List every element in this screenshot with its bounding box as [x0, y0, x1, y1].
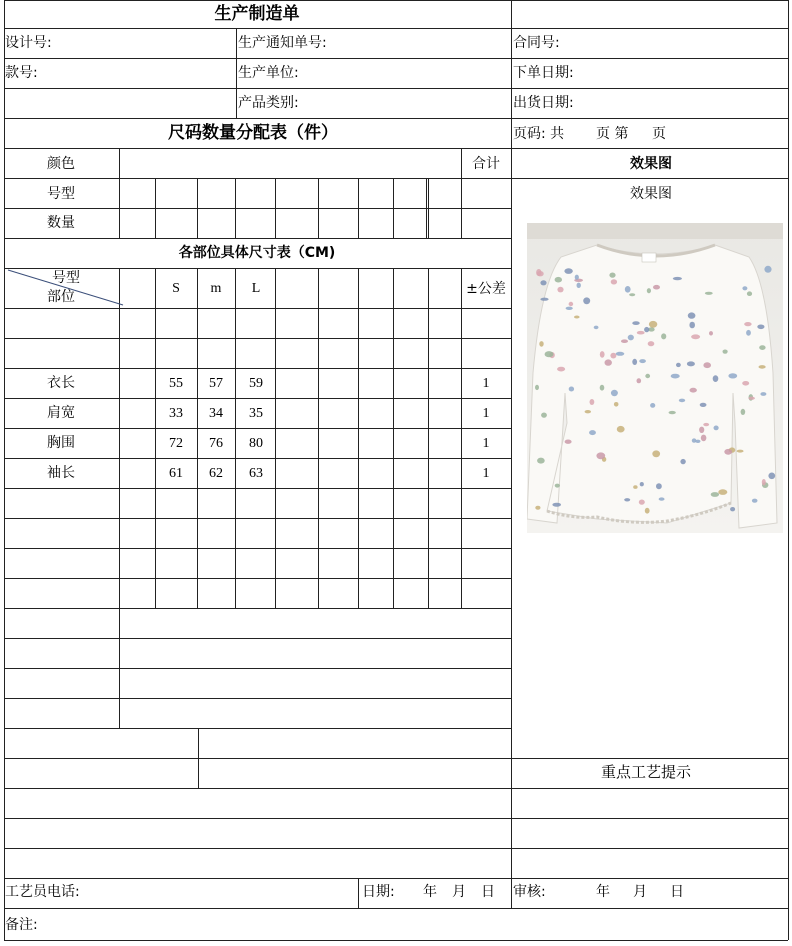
- size-value: 76: [209, 436, 223, 451]
- floral-print-dot: [679, 399, 685, 403]
- tolerance-value: 1: [482, 406, 490, 421]
- floral-print-dot: [699, 427, 704, 433]
- size-value: 57: [209, 376, 223, 391]
- floral-print-dot: [611, 279, 617, 284]
- floral-print-dot: [645, 508, 650, 514]
- floral-print-dot: [689, 322, 695, 329]
- floral-print-dot: [714, 426, 719, 431]
- size-header-s: S: [172, 281, 180, 296]
- floral-print-dot: [637, 331, 645, 335]
- technician-phone-label: 工艺员电话:: [5, 884, 80, 900]
- floral-print-dot: [688, 312, 696, 318]
- floral-print-dot: [557, 367, 565, 372]
- floral-print-dot: [692, 438, 697, 442]
- floral-print-dot: [671, 374, 680, 379]
- floral-print-dot: [661, 333, 666, 339]
- floral-print-dot: [617, 426, 625, 433]
- floral-print-dot: [700, 403, 707, 407]
- size-value: 33: [169, 406, 183, 421]
- ship-date-label: 出货日期:: [513, 95, 574, 111]
- qty-table-title: 尺码数量分配表（件）: [168, 123, 338, 143]
- floral-print-dot: [747, 291, 752, 296]
- size-header-m: m: [210, 281, 222, 296]
- floral-print-dot: [703, 423, 709, 426]
- floral-print-dot: [625, 286, 631, 293]
- sheet-title: 生产制造单: [214, 4, 300, 24]
- floral-print-dot: [742, 286, 747, 290]
- floral-print-dot: [555, 484, 560, 488]
- floral-print-dot: [656, 483, 662, 489]
- floral-print-dot: [611, 390, 618, 396]
- floral-print-dot: [540, 298, 548, 301]
- floral-print-dot: [759, 345, 765, 350]
- size-value: 55: [169, 376, 183, 391]
- floral-print-dot: [768, 473, 775, 480]
- category-label: 产品类别:: [238, 95, 299, 111]
- size-value: 61: [169, 466, 183, 481]
- review-day: 日: [670, 884, 684, 900]
- floral-print-dot: [594, 326, 599, 330]
- floral-print-dot: [639, 359, 646, 363]
- review-label: 审核:: [513, 884, 546, 900]
- floral-print-dot: [728, 373, 737, 378]
- floral-print-dot: [541, 413, 547, 418]
- floral-print-dot: [741, 409, 746, 415]
- floral-print-dot: [637, 378, 642, 383]
- floral-print-dot: [537, 458, 545, 464]
- floral-print-dot: [676, 363, 681, 367]
- size-value: 72: [169, 436, 183, 451]
- floral-print-dot: [705, 292, 713, 295]
- floral-print-dot: [629, 293, 635, 296]
- floral-print-dot: [759, 365, 766, 369]
- floral-print-dot: [669, 411, 676, 414]
- date-month: 月: [452, 884, 466, 900]
- floral-print-dot: [557, 287, 563, 293]
- floral-print-dot: [610, 353, 616, 359]
- style-no-label: 款号:: [5, 65, 38, 81]
- page-mid-label: 页 第: [596, 126, 629, 142]
- floral-print-dot: [589, 430, 596, 435]
- floral-print-dot: [744, 322, 751, 326]
- floral-print-dot: [565, 440, 572, 444]
- production-unit-label: 生产单位:: [238, 65, 299, 81]
- floral-print-dot: [673, 277, 682, 280]
- floral-print-dot: [760, 392, 766, 396]
- floral-print-dot: [633, 485, 637, 489]
- floral-print-dot: [569, 387, 574, 392]
- floral-print-dot: [540, 280, 546, 285]
- diag-part-label: 部位: [47, 289, 75, 305]
- tolerance-value: 1: [482, 376, 490, 391]
- floral-print-dot: [648, 341, 655, 346]
- floral-print-dot: [632, 359, 637, 365]
- review-month: 月: [633, 884, 647, 900]
- page-end-label: 页: [652, 126, 666, 142]
- floral-print-dot: [552, 503, 561, 507]
- floral-print-dot: [644, 327, 649, 332]
- review-year: 年: [596, 884, 610, 900]
- floral-print-dot: [709, 331, 713, 335]
- total-label: 合计: [472, 156, 500, 172]
- floral-print-dot: [764, 266, 771, 273]
- floral-print-dot: [577, 283, 581, 288]
- floral-print-dot: [749, 397, 755, 400]
- floral-print-dot: [742, 381, 749, 386]
- floral-print-dot: [605, 359, 612, 365]
- part-label: 胸围: [47, 435, 75, 451]
- floral-print-dot: [535, 385, 539, 390]
- size-value: 35: [249, 406, 263, 421]
- date-year: 年: [423, 884, 437, 900]
- size-table-title: 各部位具体尺寸表（CM): [178, 245, 336, 261]
- floral-print-dot: [713, 375, 719, 382]
- floral-print-dot: [647, 288, 651, 293]
- size-value: 63: [249, 466, 263, 481]
- size-label: 号型: [47, 186, 75, 202]
- floral-print-dot: [616, 352, 625, 356]
- qty-label: 数量: [47, 215, 75, 231]
- floral-print-dot: [575, 275, 579, 280]
- floral-print-dot: [569, 302, 574, 306]
- floral-print-dot: [680, 459, 685, 464]
- size-value: 62: [209, 466, 223, 481]
- floral-print-dot: [730, 507, 735, 511]
- floral-print-dot: [691, 334, 700, 339]
- floral-print-dot: [659, 497, 665, 500]
- floral-print-dot: [724, 449, 732, 455]
- floral-print-dot: [639, 500, 645, 505]
- date-label: 日期:: [362, 884, 395, 900]
- floral-print-dot: [711, 492, 719, 497]
- floral-print-dot: [590, 399, 595, 405]
- floral-print-dot: [535, 506, 540, 510]
- page-label: 页码: 共: [513, 126, 565, 142]
- floral-print-dot: [752, 499, 758, 503]
- floral-print-dot: [624, 498, 630, 501]
- floral-print-dot: [555, 277, 562, 283]
- product-photo: [527, 223, 783, 533]
- floral-print-dot: [596, 452, 605, 459]
- tolerance-value: 1: [482, 466, 490, 481]
- part-label: 衣长: [47, 375, 75, 391]
- floral-print-dot: [609, 273, 615, 278]
- floral-print-dot: [566, 307, 573, 310]
- floral-print-dot: [737, 450, 744, 453]
- contract-no-label: 合同号:: [513, 35, 560, 51]
- floral-print-dot: [600, 385, 605, 391]
- diag-size-label: 号型: [52, 270, 80, 286]
- part-label: 肩宽: [47, 405, 75, 421]
- floral-print-dot: [649, 321, 657, 328]
- floral-print-dot: [621, 339, 628, 343]
- floral-print-dot: [574, 316, 580, 319]
- order-date-label: 下单日期:: [513, 65, 574, 81]
- floral-print-dot: [653, 285, 660, 290]
- floral-print-dot: [564, 268, 572, 274]
- size-value: 59: [249, 376, 263, 391]
- floral-print-dot: [628, 335, 634, 341]
- date-day: 日: [481, 884, 495, 900]
- floral-print-dot: [545, 351, 554, 357]
- floral-print-dot: [687, 361, 695, 366]
- floral-print-dot: [703, 362, 711, 368]
- floral-print-dot: [762, 479, 766, 485]
- size-header-l: L: [251, 281, 261, 296]
- key-process-label: 重点工艺提示: [600, 763, 692, 781]
- floral-print-dot: [632, 321, 639, 325]
- tolerance-label: ±公差: [466, 281, 506, 297]
- floral-print-dot: [585, 410, 591, 413]
- floral-print-dot: [645, 374, 650, 378]
- floral-print-dot: [650, 403, 655, 408]
- floral-print-dot: [718, 489, 727, 495]
- effect-header: 效果图: [630, 156, 672, 172]
- floral-print-dot: [539, 341, 543, 347]
- part-label: 袖长: [47, 465, 75, 481]
- floral-print-dot: [746, 330, 751, 336]
- floral-print-dot: [723, 350, 728, 354]
- color-label: 颜色: [47, 156, 75, 172]
- tolerance-value: 1: [482, 436, 490, 451]
- floral-print-dot: [701, 435, 707, 442]
- effect-subheader: 效果图: [630, 186, 672, 202]
- notice-no-label: 生产通知单号:: [238, 35, 327, 51]
- floral-print-dot: [652, 450, 660, 457]
- floral-print-dot: [583, 297, 590, 304]
- floral-print-dot: [757, 325, 764, 330]
- notes-label: 备注:: [5, 917, 38, 933]
- floral-print-dot: [614, 402, 619, 407]
- floral-print-dot: [537, 271, 544, 276]
- size-value: 34: [209, 406, 223, 421]
- design-no-label: 设计号:: [5, 35, 52, 51]
- floral-print-dot: [600, 351, 605, 358]
- size-value: 80: [249, 436, 263, 451]
- floral-print-dot: [690, 388, 697, 393]
- floral-print-dot: [640, 482, 644, 486]
